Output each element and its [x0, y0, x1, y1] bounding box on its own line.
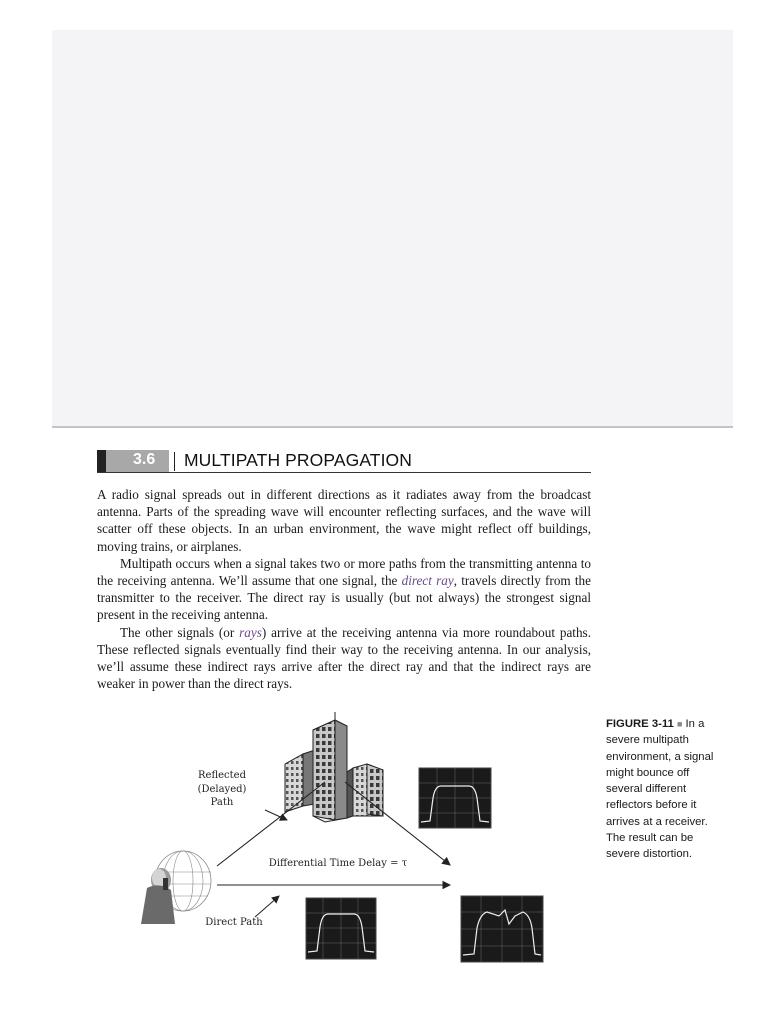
section-number-box: [97, 450, 169, 472]
section-number: 3.6: [133, 451, 156, 468]
page-divider: [52, 426, 733, 428]
body-text: [97, 486, 591, 692]
reflected-label-line-2: (Delayed): [197, 783, 247, 795]
figure-label: FIGURE 3-11: [606, 718, 674, 730]
multipath-figure: [135, 712, 555, 974]
figure-caption: [606, 716, 728, 863]
direct-label-pointer: [255, 896, 279, 917]
rays-term: rays: [239, 624, 262, 640]
paragraph-3-start: The other signals (or: [120, 624, 240, 640]
figure-drawing: [135, 712, 555, 974]
section-separator: [174, 452, 175, 471]
reflected-path-label: [189, 769, 255, 810]
reflected-label-line-1: Reflected: [198, 770, 246, 781]
paragraph-2-end: , travels directly from the transmitter to the receiver. The direct ray is usually (but not always) the strongest signal present in the receiving antenna.: [97, 573, 591, 623]
paragraph-1: A radio signal spreads out in different directions as it radiates away from the broadcast antenna. Parts of the spreading wave will encounter reflecting surfaces, and the wave will scatter off these objects. In an urban environment, the wave might reflect off buildings, moving trains, or airplanes.: [97, 487, 591, 554]
section-title: MULTIPATH PROPAGATION: [184, 450, 412, 470]
paragraph-3-end: ) arrive at the receiving antenna via more roundabout paths. These reflected signals eventually find their way to the receiving antenna. In our analysis, we’ll assume these indirect rays arrive after the direct ray and that the indirect rays are weaker in power than the direct rays.: [97, 624, 591, 692]
blank-image-area: [52, 30, 733, 426]
direct-path-label: Direct Path: [205, 917, 263, 928]
caption-separator: ■: [676, 719, 683, 729]
paragraph-2-start: Multipath occurs when a signal takes two or more paths from the transmitting antenna to the receiving antenna. We’ll assume that one signal, the: [97, 555, 591, 589]
reflected-label-line-3: Path: [210, 797, 234, 808]
city-buildings: [285, 712, 383, 822]
transmitter-person: [141, 851, 211, 924]
caption-text: In a severe multipath environment, a signal might bounce off several different reflectors before it arrives at a receiver. The result can be severe distortion.: [606, 718, 714, 861]
paragraph-2: [97, 555, 591, 624]
spectrum-display-direct: [306, 898, 376, 959]
reflected-label-pointer: [265, 810, 287, 820]
delay-label: Differential Time Delay = τ: [268, 858, 408, 869]
direct-ray-term: direct ray: [401, 573, 454, 589]
spectrum-display-reflected: [419, 768, 491, 828]
section-header: [97, 450, 591, 473]
paragraph-3: [97, 624, 591, 693]
spectrum-display-received: [461, 896, 543, 962]
